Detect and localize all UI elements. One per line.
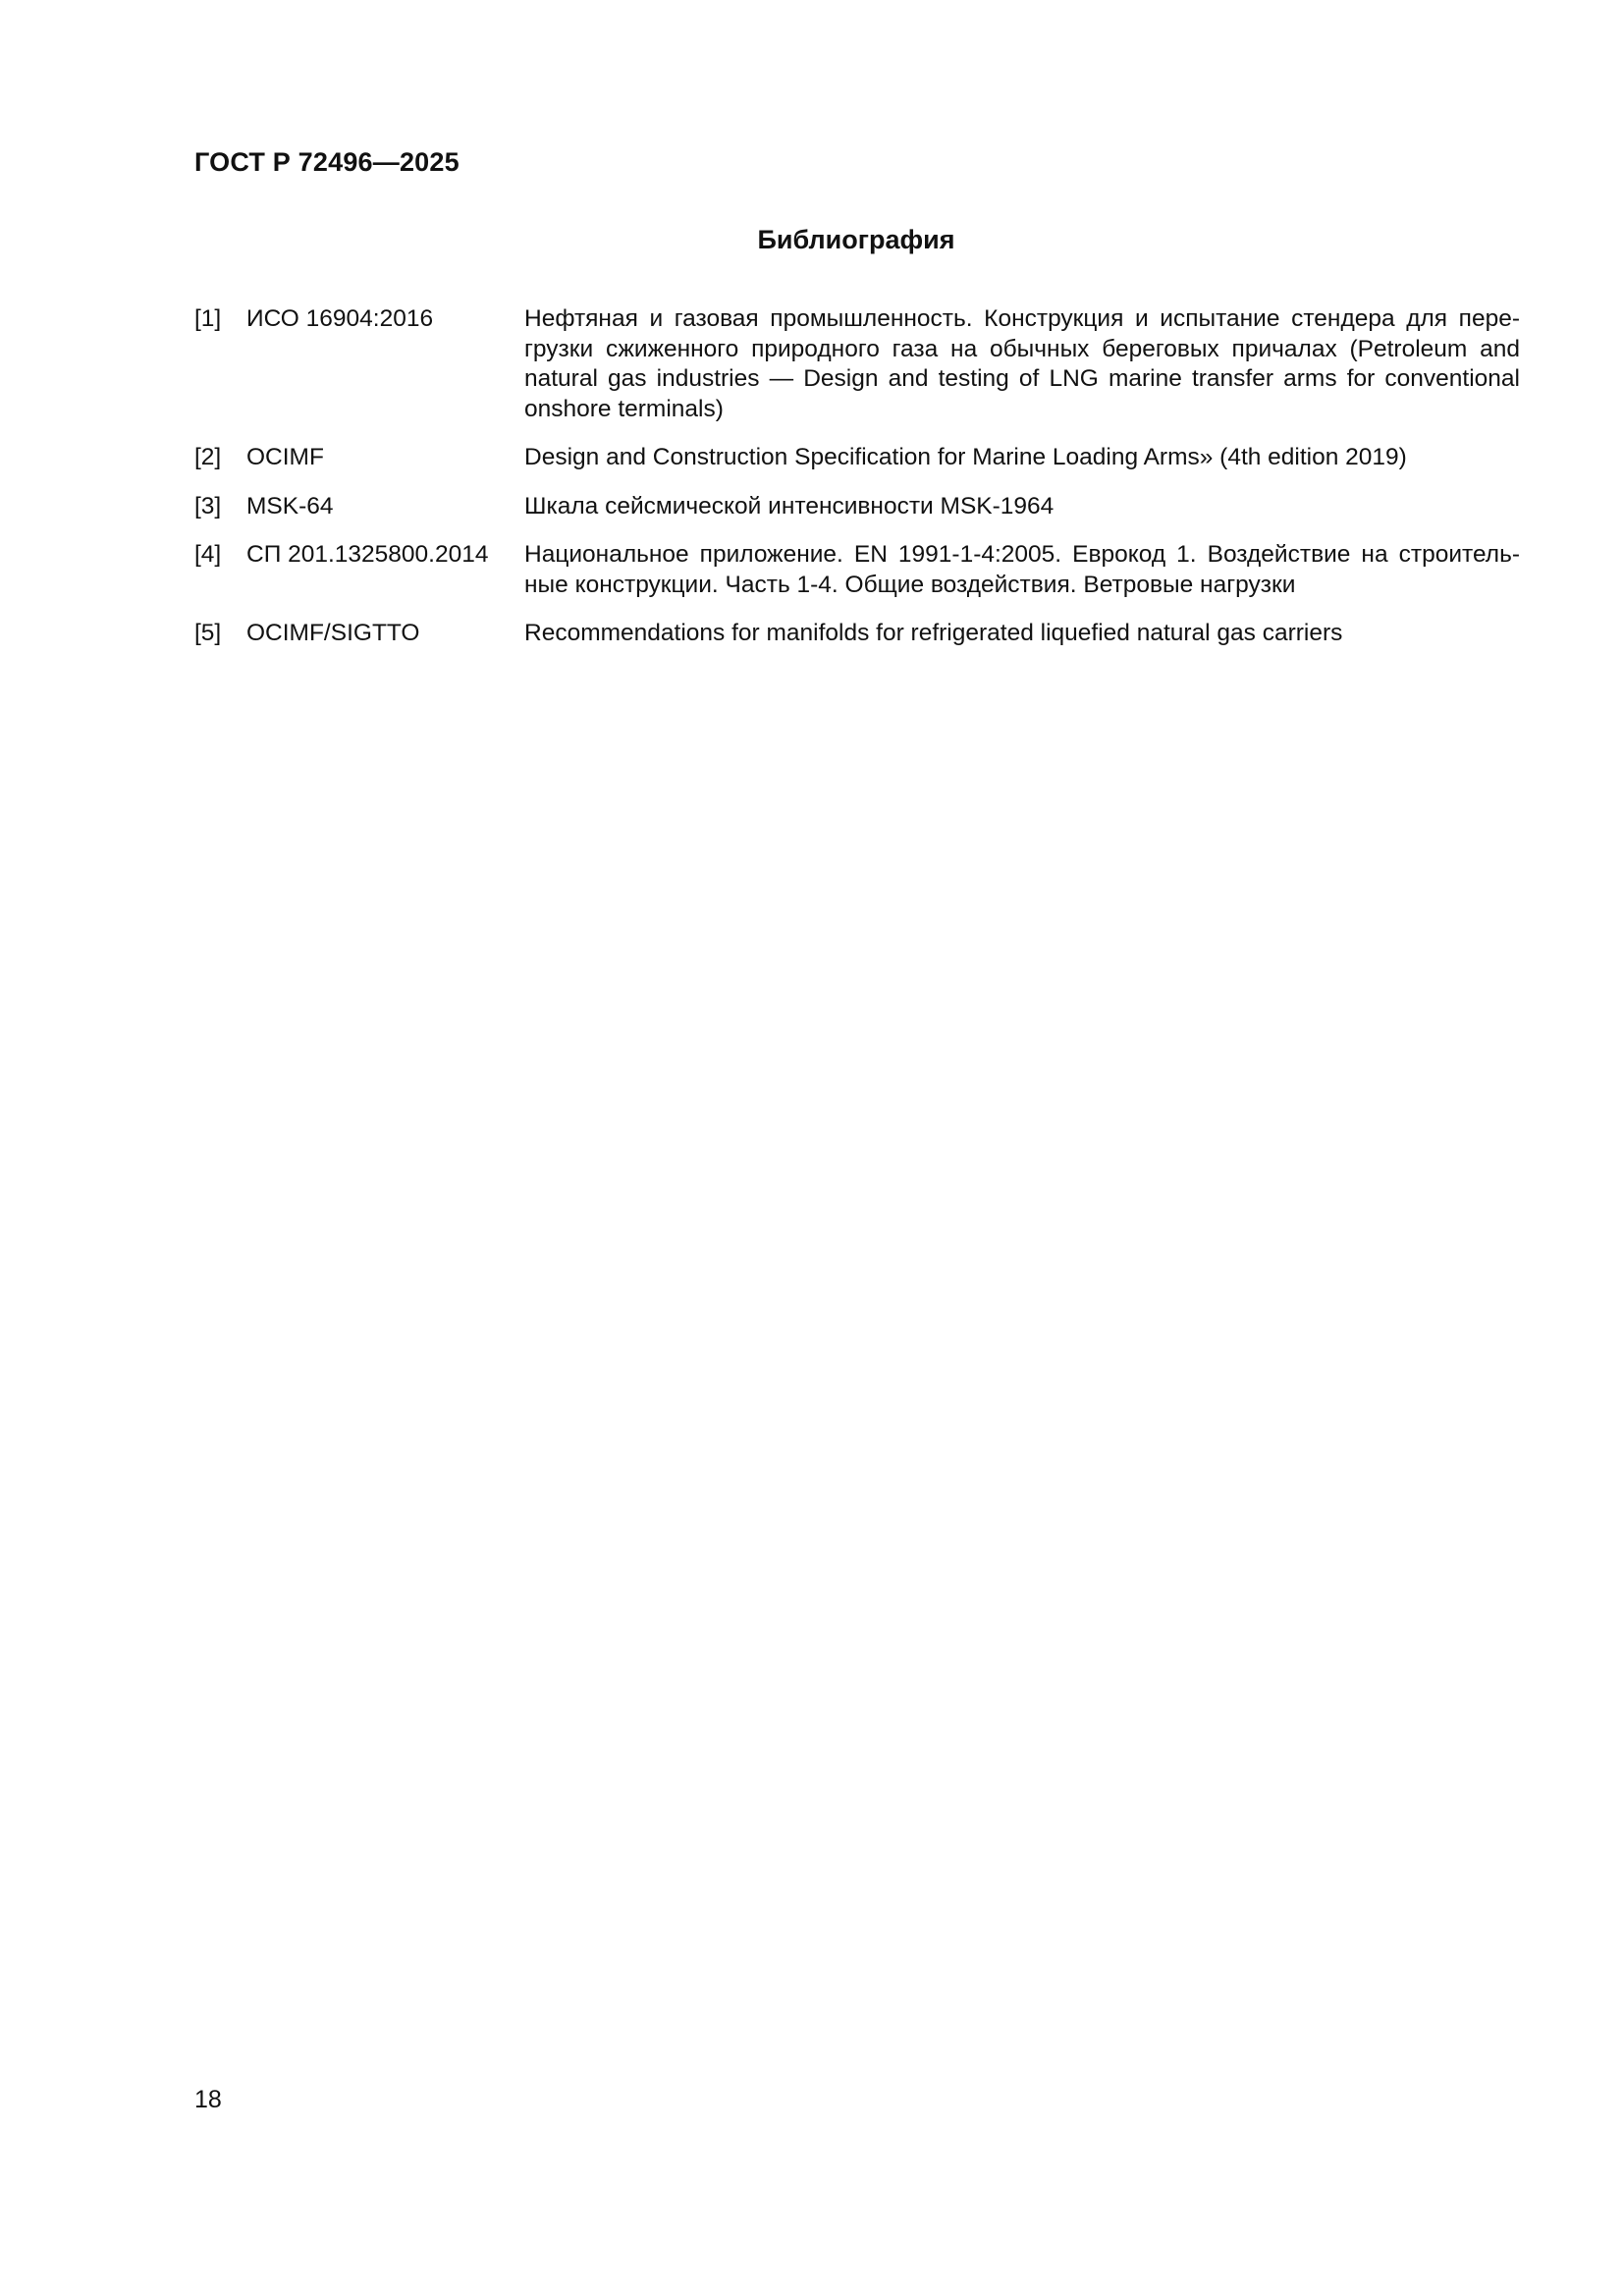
entry-code: OCIMF/SIGTTO <box>246 620 420 646</box>
entry-description: Шкала сейсмической интенсивности MSK-1964 <box>524 492 1055 519</box>
bibliography-entry <box>194 443 1520 473</box>
bibliography-entry <box>194 304 1520 424</box>
entry-number: [2] <box>194 444 222 470</box>
bibliography-entry <box>194 619 1520 649</box>
entry-code: ИСО 16904:2016 <box>246 305 434 332</box>
bibliography-entry <box>194 540 1520 600</box>
entry-code: MSK-64 <box>246 492 334 519</box>
entry-code: СП 201.1325800.2014 <box>246 541 489 568</box>
entry-number: [4] <box>194 541 222 568</box>
bibliography-entry <box>194 492 1520 522</box>
entry-number: [1] <box>194 305 222 332</box>
entry-description: Design and Construction Specification for Marine Loading Arms» (4th edition 2019) <box>524 444 1407 470</box>
bibliography-title: Библиография <box>757 225 955 254</box>
entry-number: [5] <box>194 620 222 646</box>
bibliography-list <box>194 304 1520 668</box>
entry-description: Нефтяная и газовая промышленность. Конструкция и испытание стендера для перегрузки сжиженного природного газа на обычных береговых причалах (Petroleum and natural gas industries — Design and testing of LNG marine transfer arms for conventional onshore terminals) <box>524 305 1520 422</box>
document-standard-code: ГОСТ Р 72496—2025 <box>194 147 460 177</box>
entry-description: Recommendations for manifolds for refrigerated liquefied natural gas carriers <box>524 620 1343 646</box>
entry-code: OCIMF <box>246 444 324 470</box>
entry-description: Национальное приложение. EN 1991-1-4:2005. Еврокод 1. Воздействие на строительные конструкции. Часть 1-4. Общие воздействия. Ветровые нагрузки <box>524 541 1520 598</box>
page-number: 18 <box>194 2086 222 2113</box>
entry-number: [3] <box>194 492 222 519</box>
